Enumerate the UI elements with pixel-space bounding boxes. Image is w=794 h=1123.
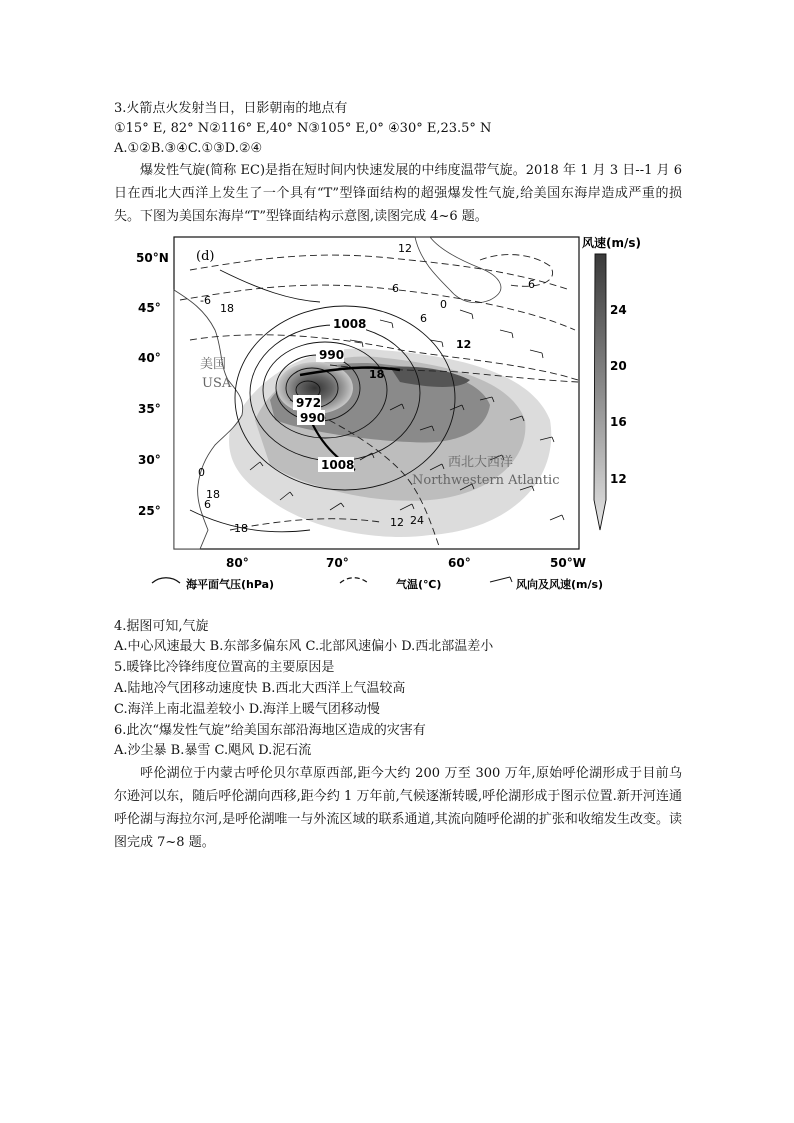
legend-wind: 风向及风速(m/s) <box>516 578 604 591</box>
lon-label-80: 80° <box>226 556 249 570</box>
isobar-label-1008-south: 1008 <box>321 458 355 472</box>
colorbar <box>594 254 606 530</box>
panel-label: (d) <box>196 249 215 264</box>
isotherm-label-12-east: 12 <box>456 338 472 351</box>
q5-stem: 5.暖锋比冷锋纬度位置高的主要原因是 <box>114 660 335 675</box>
isobar-label-990-south: 990 <box>300 411 326 425</box>
lat-label-40: 40° <box>138 351 161 365</box>
isotherm-label-6-west: 6 <box>204 498 211 511</box>
q3-options: ①15° E, 82° N②116° E,40° N③105° E,0° ④30° E,23.5° N <box>114 121 492 136</box>
isotherm-label-18-center: 18 <box>369 368 385 381</box>
lon-label-60: 60° <box>448 556 471 570</box>
isotherm-label-0: 0 <box>440 298 447 311</box>
q5-choices-1: A.陆地冷气团移动速度快 B.西北大西洋上气温较高 <box>114 681 406 696</box>
passage-explosive-cyclone: 爆发性气旋(简称 EC)是指在短时间内快速发展的中纬度温带气旋。2018 年 1 月 3 日--1 月 6 日在西北大西洋上发生了一个具有“T”型锋面结构的超强爆发性气旋,给美国东海岸造成严重的损失。下图为美国东海岸“T”型锋面结构示意图,读图完成 4~6 题。 <box>114 163 682 224</box>
q6-choices: A.沙尘暴 B.暴雪 C.飓风 D.泥石流 <box>114 743 312 758</box>
isotherm-label-neg6: -6 <box>200 294 211 307</box>
region-ocean-cn: 西北大西洋 <box>448 455 514 470</box>
isotherm-label-18-sw: 18 <box>234 522 248 535</box>
lat-label-25: 25° <box>138 504 161 518</box>
legend-temperature: 气温(℃) <box>396 578 442 591</box>
isobar-label-1008-north: 1008 <box>333 317 367 331</box>
q3-stem: 3.火箭点火发射当日，日影朝南的地点有 <box>114 101 348 116</box>
colorbar-tick-16: 16 <box>610 415 627 429</box>
lat-label-50n: 50°N <box>136 251 169 265</box>
colorbar-tick-20: 20 <box>610 359 627 373</box>
legend-temp-line <box>340 578 368 583</box>
region-ocean-en: Northwestern Atlantic <box>412 473 560 488</box>
lat-label-45: 45° <box>138 301 161 315</box>
colorbar-tick-12: 12 <box>610 472 627 486</box>
isotherm-label-0-west: 0 <box>198 466 205 479</box>
isotherm-label-6-b: 6 <box>420 312 427 325</box>
isotherm-label-12-s: 12 <box>390 516 404 529</box>
q3-choices: A.①②B.③④C.①③D.②④ <box>114 141 263 156</box>
isobar-label-972: 972 <box>296 396 322 410</box>
region-usa-cn: 美国 <box>200 357 227 372</box>
isotherm-label-12-north: 12 <box>398 242 412 255</box>
lon-label-70: 70° <box>326 556 349 570</box>
legend-wind-barb <box>490 577 512 582</box>
passage-hulun-lake: 呼伦湖位于内蒙古呼伦贝尔草原西部,距今大约 200 万至 300 万年,原始呼伦湖形成于目前乌尔逊河以东，随后呼伦湖向西移,距今约 1 万年前,气候逐渐转暖,呼伦湖形成于图示位置.新开河连通呼伦湖与海拉尔河,是呼伦湖唯一与外流区域的联系通道,其流向随呼伦湖的扩张和收缩发生改变。读图完成 7~8 题。 <box>114 766 682 850</box>
q6-stem: 6.此次“爆发性气旋”给美国东部沿海地区造成的灾害有 <box>114 723 426 738</box>
colorbar-title: 风速(m/s) <box>582 236 641 250</box>
q4-stem: 4.据图可知,气旋 <box>114 619 209 634</box>
region-usa-en: USA <box>202 376 232 391</box>
lat-label-35: 35° <box>138 402 161 416</box>
lat-label-30: 30° <box>138 453 161 467</box>
legend-pressure-line <box>152 578 180 583</box>
isotherm-label-24: 24 <box>410 514 424 527</box>
isotherm-label-18-w: 18 <box>206 488 220 501</box>
legend-pressure: 海平面气压(hPa) <box>186 578 275 591</box>
q4-choices: A.中心风速最大 B.东部多偏东风 C.北部风速偏小 D.西北部温差小 <box>114 639 494 654</box>
isotherm-label-6-ne: 6 <box>528 278 535 291</box>
isotherm-label-18-nw: 18 <box>220 302 234 315</box>
isotherm-label-6-a: 6 <box>392 282 399 295</box>
isobar-label-990-north: 990 <box>319 348 345 362</box>
q5-choices-2: C.海洋上南北温差较小 D.海洋上暖气团移动慢 <box>114 702 380 717</box>
lon-label-50w: 50°W <box>550 556 586 570</box>
cyclone-front-map <box>130 230 641 600</box>
colorbar-tick-24: 24 <box>610 303 627 317</box>
